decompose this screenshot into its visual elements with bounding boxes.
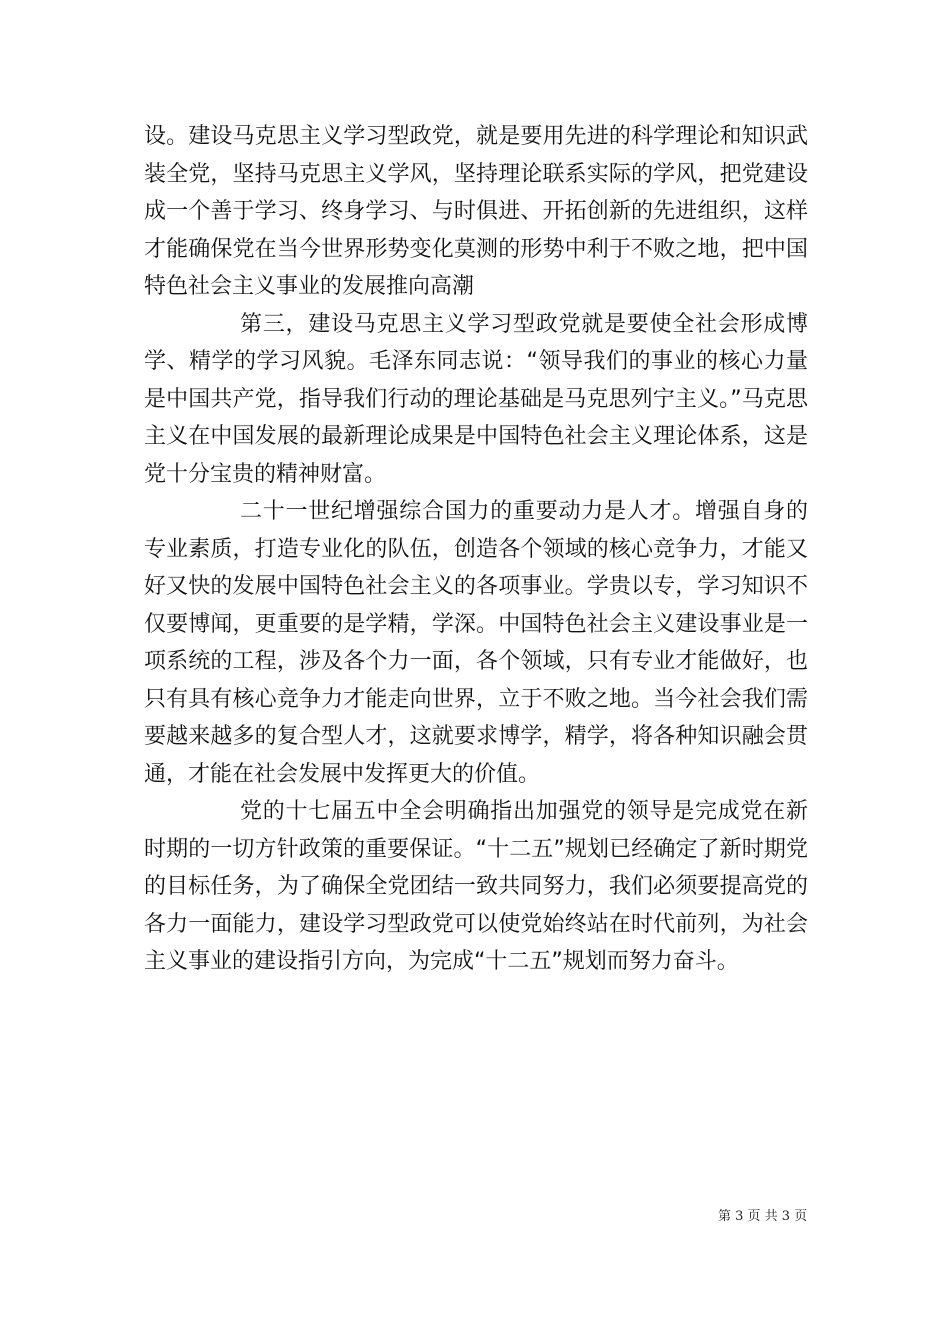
paragraph-1: 设。建设马克思主义学习型政党，就是要用先进的科学理论和知识武装全党，坚持马克思主义学风，坚持理论联系实际的学风，把党建设成一个善于学习、终身学习、与时俱进、开拓创新的先进组织，这样才能确保党在当今世界形势变化莫测的形势中利于不败之地，把中国特色社会主义事业的发展推向高潮 xyxy=(144,124,808,299)
paragraph-3: 二十一世纪增强综合国力的重要动力是人才。增强自身的专业素质，打造专业化的队伍，创造各个领域的核心竞争力，才能又好又快的发展中国特色社会主义的各项事业。学贵以专，学习知识不仅要博闻，更重要的是学精，学深。中国特色社会主义建设事业是一项系统的工程，涉及各个力一面，各个领域，只有专业才能做好，也只有具有核心竞争力才能走向世界，立于不败之地。当今社会我们需要越来越多的复合型人才，这就要求博学，精学，将各种知识融会贯通，才能在社会发展中发挥更大的价值。 xyxy=(144,499,808,787)
paragraph-4: 党的十七届五中全会明确指出加强党的领导是完成党在新时期的一切方针政策的重要保证。“十二五”规划已经确定了新时期党的目标任务，为了确保全党团结一致共同努力，我们必须要提高党的各力一面能力，建设学习型政党可以使党始终站在时代前列，为社会主义事业的建设指引方向，为完成“十二五”规划而努力奋斗。 xyxy=(144,799,808,974)
page-number-footer: 第 3 页 共 3 页 xyxy=(718,1209,808,1224)
paragraph-2: 第三，建设马克思主义学习型政党就是要使全社会形成博学、精学的学习风貌。毛泽东同志说：“领导我们的事业的核心力量是中国共产党，指导我们行动的理论基础是马克思列宁主义。”马克思主义在中国发展的最新理论成果是中国特色社会主义理论体系，这是党十分宝贵的精神财富。 xyxy=(144,311,808,487)
document-body xyxy=(144,118,808,981)
